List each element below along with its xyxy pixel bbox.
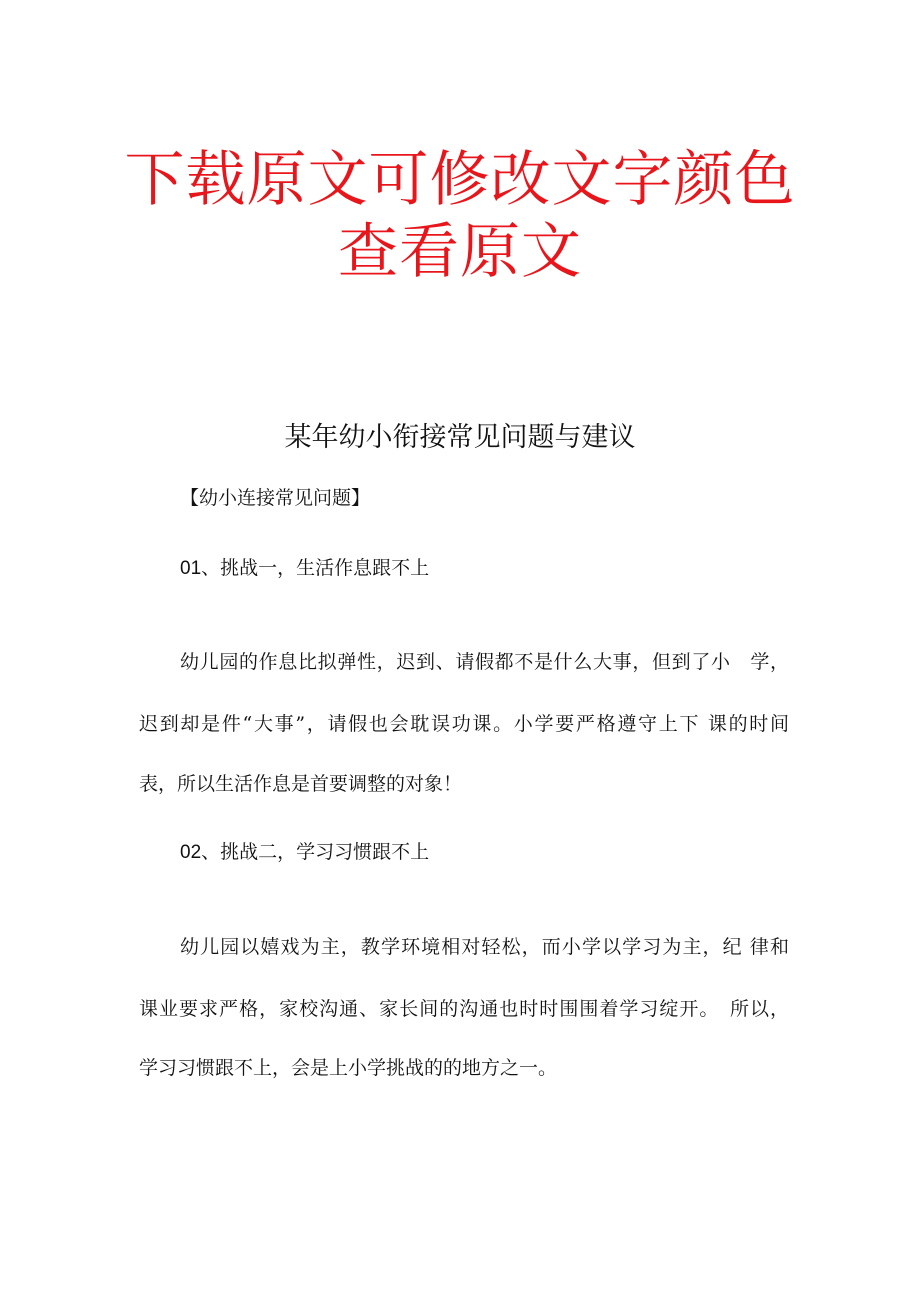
challenge-2-number: 02 (180, 842, 202, 863)
document-title: 某年幼小衔接常见问题与建议 (284, 422, 636, 453)
challenge-2-paragraph-line-3: 学习习惯跟不上，会是上小学挑战的的地方之一。 (139, 1057, 558, 1079)
section-heading: 【幼小连接常见问题】 (180, 487, 371, 509)
challenge-2-paragraph-line-1: 幼儿园以嬉戏为主，教学环境相对轻松，而小学以学习为主，纪 律和 (180, 936, 789, 958)
challenge-1-heading-text: 、挑战一，生活作息跟不上 (201, 557, 430, 579)
challenge-2-paragraph-line-2: 课业要求严格，家校沟通、家长间的沟通也时时围围着学习绽开。 所以， (139, 998, 789, 1020)
view-original-banner-line-2[interactable]: 查看原文 (338, 217, 582, 287)
download-banner-line-1[interactable]: 下载原文可修改文字颜色 (124, 145, 796, 215)
challenge-1-paragraph-line-3: 表，所以生活作息是首要调整的对象！ (139, 773, 463, 795)
challenge-2-heading (180, 841, 429, 865)
challenge-2-heading-text: 、挑战二，学习习惯跟不上 (201, 841, 430, 863)
challenge-1-paragraph-line-2: 迟到却是件“大事”，请假也会耽误功课。小学要严格遵守上下 课的时间 (139, 713, 789, 735)
challenge-1-heading (180, 557, 429, 581)
challenge-1-paragraph-line-1: 幼儿园的作息比拟弹性，迟到、请假都不是什么大事，但到了小 学， (180, 651, 789, 673)
challenge-1-number: 01 (180, 558, 202, 579)
